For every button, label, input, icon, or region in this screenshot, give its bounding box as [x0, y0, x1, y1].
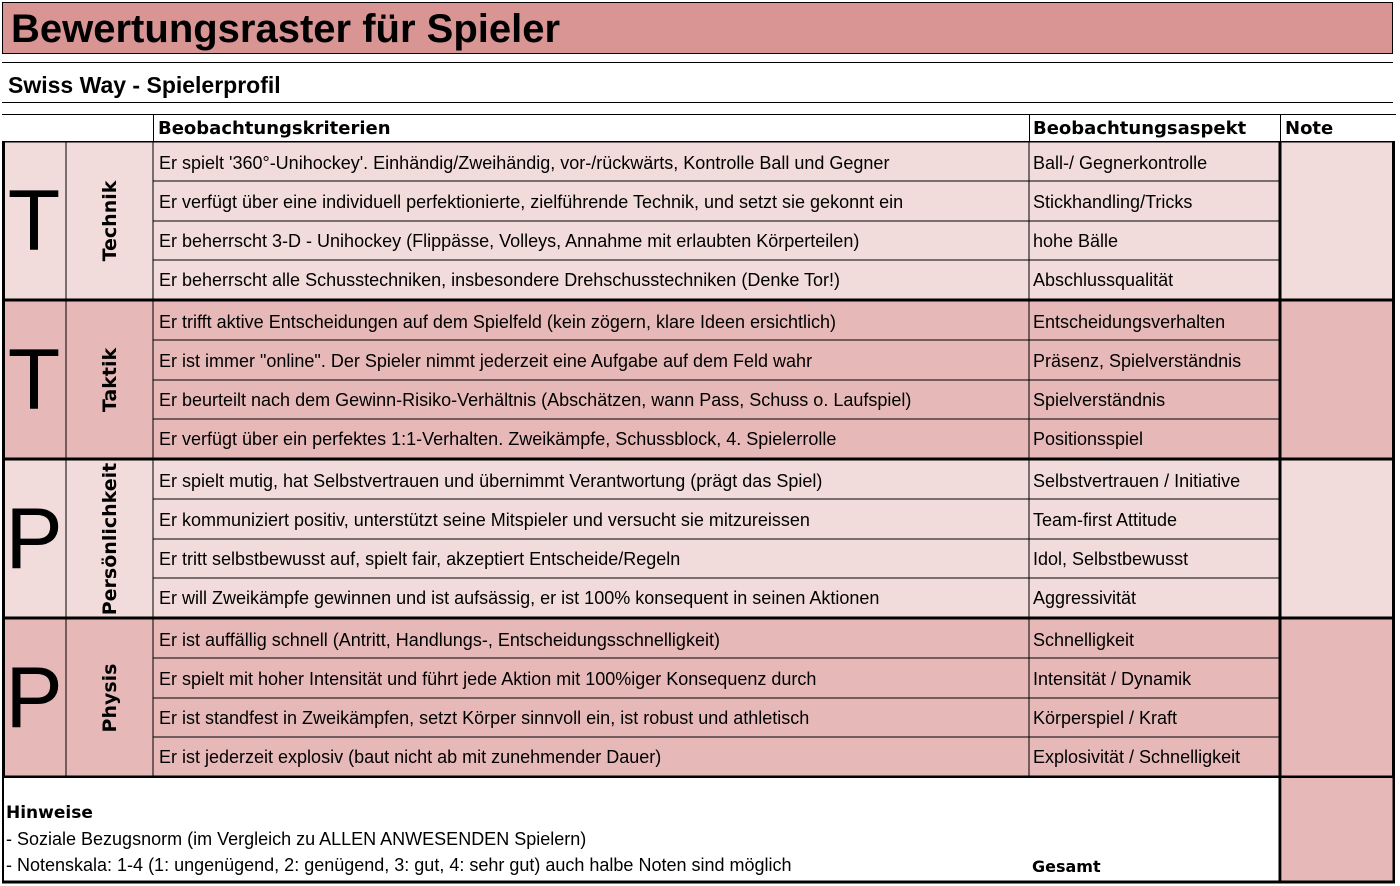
header-criteria: Beobachtungskriterien: [158, 118, 391, 139]
aspect-text: Schnelligkeit: [1033, 630, 1135, 650]
aspect-text: Intensität / Dynamik: [1033, 669, 1192, 689]
aspect-text: Spielverständnis: [1033, 390, 1166, 410]
criterion-text: Er spielt mutig, hat Selbstvertrauen und übernimmt Verantwortung (prägt das Spiel): [159, 471, 823, 491]
criterion-text: Er ist jederzeit explosiv (baut nicht ab mit zunehmender Dauer): [159, 747, 662, 767]
aspect-text: Aggressivität: [1033, 588, 1137, 608]
total-label: Gesamt: [1032, 857, 1101, 876]
aspect-text: Entscheidungsverhalten: [1033, 312, 1226, 332]
criterion-text: Er spielt mit hoher Intensität und führt jede Aktion mit 100%iger Konsequenz durch: [159, 669, 817, 689]
aspect-text: Positionsspiel: [1033, 429, 1144, 449]
aspect-text: Körperspiel / Kraft: [1033, 708, 1178, 728]
notes-line-2: - Notenskala: 1-4 (1: ungenügend, 2: genügend, 3: gut, 4: sehr gut) auch halbe Noten sind möglich: [6, 855, 792, 875]
criterion-text: Er verfügt über ein perfektes 1:1-Verhalten. Zweikämpfe, Schussblock, 4. Spielerrolle: [159, 429, 837, 449]
grid-lines: [2, 141, 1395, 777]
notes-section: [2, 777, 1395, 884]
criterion-text: Er ist standfest in Zweikämpfen, setzt Körper sinnvoll ein, ist robust und athletisch: [159, 708, 810, 728]
criterion-text: Er ist immer "online". Der Spieler nimmt jederzeit eine Aufgabe auf dem Feld wahr: [159, 351, 813, 371]
aspect-text: Idol, Selbstbewusst: [1033, 549, 1189, 569]
category-label: Taktik: [98, 347, 121, 412]
criterion-text: Er verfügt über eine individuell perfektionierte, zielführende Technik, und setzt sie gekonnt ein: [159, 192, 904, 212]
criterion-text: Er trifft aktive Entscheidungen auf dem Spielfeld (kein zögern, klare Ideen ersichtlich): [159, 312, 837, 332]
criterion-text: Er ist auffällig schnell (Antritt, Handlungs-, Entscheidungsschnelligkeit): [159, 630, 720, 650]
section-letter: T: [7, 172, 61, 269]
aspect-text: Abschlussqualität: [1033, 270, 1174, 290]
aspect-text: Team-first Attitude: [1033, 510, 1178, 530]
criterion-text: Er will Zweikämpfe gewinnen und ist aufsässig, er ist 100% konsequent in seinen Aktionen: [159, 588, 880, 608]
criterion-text: Er tritt selbstbewusst auf, spielt fair, akzeptiert Entscheide/Regeln: [159, 549, 681, 569]
header-aspect: Beobachtungsaspekt: [1033, 118, 1247, 139]
page-title: Bewertungsraster für Spieler: [11, 7, 561, 51]
aspect-text: Selbstvertrauen / Initiative: [1033, 471, 1241, 491]
aspect-text: hohe Bälle: [1033, 231, 1119, 251]
notes-line-1: - Soziale Bezugsnorm (im Vergleich zu ALLEN ANWESENDEN Spielern): [6, 829, 587, 849]
criterion-text: Er beherrscht 3-D - Unihockey (Flippässe, Volleys, Annahme mit erlaubten Körperteilen): [159, 231, 860, 251]
criterion-text: Er beurteilt nach dem Gewinn-Risiko-Verhältnis (Abschätzen, wann Pass, Schuss o. Laufspiel): [159, 390, 912, 410]
subtitle: Swiss Way - Spielerprofil: [8, 72, 281, 98]
category-label: Physis: [98, 663, 121, 732]
category-label: Persönlichkeit: [98, 462, 121, 615]
title-bar: [2, 2, 1393, 54]
table-header: [2, 114, 1396, 142]
subtitle-bar: [2, 62, 1393, 103]
aspect-text: Explosivität / Schnelligkeit: [1033, 747, 1241, 767]
notes-heading: Hinweise: [6, 803, 93, 823]
evaluation-grid: [2, 141, 1395, 777]
criterion-text: Er beherrscht alle Schusstechniken, insbesondere Drehschusstechniken (Denke Tor!): [159, 270, 841, 290]
criterion-text: Er kommuniziert positiv, unterstützt seine Mitspieler und versucht sie mitzureissen: [159, 510, 810, 530]
criterion-text: Er spielt '360°-Unihockey'. Einhändig/Zweihändig, vor-/rückwärts, Kontrolle Ball und Gegner: [159, 153, 890, 173]
aspect-text: Präsenz, Spielverständnis: [1033, 351, 1242, 371]
category-label: Technik: [98, 180, 121, 261]
aspect-text: Stickhandling/Tricks: [1033, 192, 1193, 212]
header-note: Note: [1285, 118, 1334, 139]
section-letter: P: [5, 490, 63, 587]
notes-borders: [2, 777, 1395, 884]
aspect-text: Ball-/ Gegnerkontrolle: [1033, 153, 1208, 173]
section-letter: T: [7, 331, 61, 428]
section-letter: P: [5, 649, 63, 746]
